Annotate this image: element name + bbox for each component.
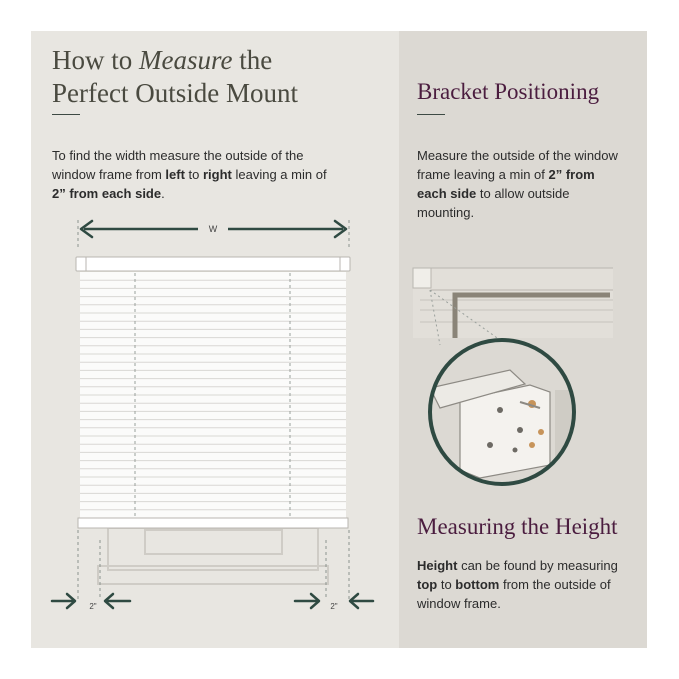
bracket-wall-illustration (413, 268, 613, 345)
bracket-title: Bracket Positioning (417, 79, 600, 104)
bracket-instructions: Measure the outside of the window frame leaving a min of 2” from each side to allow outside mounting. (417, 148, 618, 220)
width-label: W (208, 224, 218, 234)
gap-label-right: 2" (330, 602, 338, 611)
gap-label-left: 2" (89, 602, 97, 611)
headrail (76, 257, 350, 271)
bottom-rail (78, 518, 348, 528)
title-text: Perfect Outside Mount (52, 78, 298, 108)
title-emphasis: Measure (139, 45, 233, 75)
window-frame (98, 528, 328, 584)
title-text: the (232, 45, 273, 75)
title-text: How to (52, 45, 139, 75)
pleated-shade (80, 272, 346, 518)
bracket-zoom-detail (430, 340, 585, 490)
width-instructions: To find the width measure the outside of the window frame from left to right leaving a min of 2” from each side. (52, 148, 327, 201)
height-instructions: Height can be found by measuring top to bottom from the outside of window frame. (417, 558, 618, 611)
height-title: Measuring the Height (417, 514, 618, 539)
